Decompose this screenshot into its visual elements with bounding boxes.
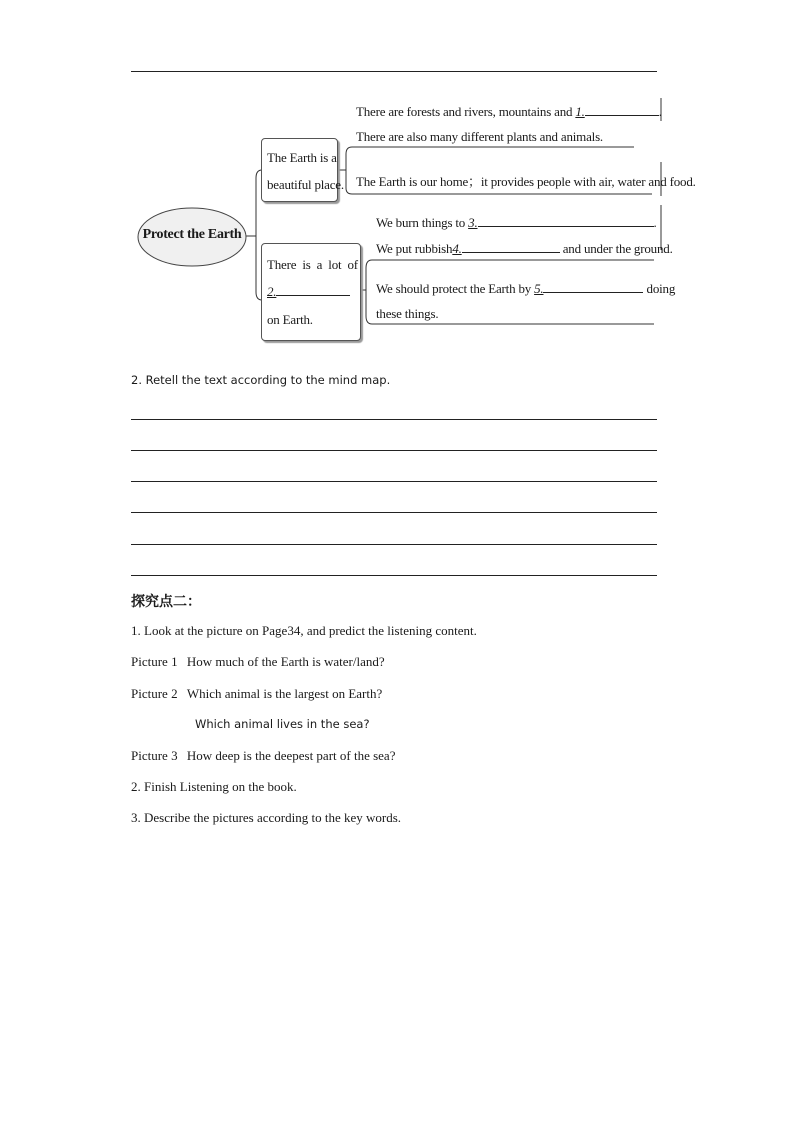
writing-line[interactable]	[131, 512, 657, 513]
branch1-line1-text: There are forests and rivers, mountains and	[356, 104, 573, 119]
branch2-line2	[376, 241, 673, 257]
branch2-line3-end: doing	[646, 281, 676, 296]
section2-heading: 探究点二：	[131, 594, 201, 610]
branch2-line3-text: We should protect the Earth by	[376, 281, 532, 296]
branch2-line1	[376, 215, 657, 231]
root-label: Protect the Earth	[142, 227, 242, 242]
writing-line[interactable]	[131, 481, 657, 482]
section2-item2: 2. Finish Listening on the book.	[131, 779, 297, 794]
branch2-line2-text: We put rubbish	[376, 241, 453, 256]
branch1-box-line1: The Earth is a	[267, 150, 337, 165]
writing-line[interactable]	[131, 450, 657, 451]
section2-item1: 1. Look at the picture on Page34, and predict the listening content.	[131, 623, 477, 638]
picture2-row	[131, 686, 382, 702]
picture2-question2: Which animal lives in the sea?	[195, 717, 370, 731]
blank-4-line[interactable]	[462, 241, 560, 253]
picture3-question: How deep is the deepest part of the sea?	[186, 748, 396, 763]
blank-2-line[interactable]	[276, 284, 350, 296]
branch1-line2: There are also many different plants and animals.	[356, 129, 603, 144]
blank-4-number: 4.	[452, 241, 462, 256]
section2-item3: 3. Describe the pictures according to the key words.	[131, 810, 402, 825]
blank-5-number: 5.	[534, 281, 544, 296]
picture3-label: Picture 3	[131, 748, 178, 763]
blank-3-line[interactable]	[478, 215, 654, 227]
writing-line[interactable]	[131, 575, 657, 576]
picture2-label: Picture 2	[131, 686, 178, 701]
blank-1-number: 1.	[575, 104, 585, 119]
picture1-question: How much of the Earth is water/land?	[186, 654, 385, 669]
branch2-box-line3: on Earth.	[267, 312, 313, 327]
branch2-box-line1: There is a lot of	[267, 257, 358, 272]
branch2-line2-end: and under the ground.	[562, 241, 673, 256]
branch2-line1-end: .	[653, 215, 657, 230]
picture3-row	[131, 748, 395, 764]
branch1-line3: The Earth is our home；it provides people with air, water and food.	[356, 174, 696, 189]
writing-line[interactable]	[131, 544, 657, 545]
branch2-line3	[376, 281, 675, 297]
branch2-line1-text: We burn things to	[376, 215, 466, 230]
picture1-row	[131, 654, 385, 670]
branch1-box-line2: beautiful place.	[267, 177, 344, 192]
picture1-label: Picture 1	[131, 654, 178, 669]
blank-2-number: 2.	[267, 284, 277, 299]
blank-1-line[interactable]	[585, 104, 659, 116]
picture2-question: Which animal is the largest on Earth?	[186, 686, 383, 701]
writing-line[interactable]	[131, 419, 657, 420]
branch2-line4: these things.	[376, 306, 439, 321]
blank-3-number: 3.	[468, 215, 478, 230]
branch2-box-line2	[267, 284, 350, 300]
retell-instruction: 2. Retell the text according to the mind map.	[131, 373, 391, 387]
branch1-line1-end: .	[658, 104, 662, 119]
blank-5-line[interactable]	[543, 281, 643, 293]
branch1-line1	[356, 104, 662, 120]
